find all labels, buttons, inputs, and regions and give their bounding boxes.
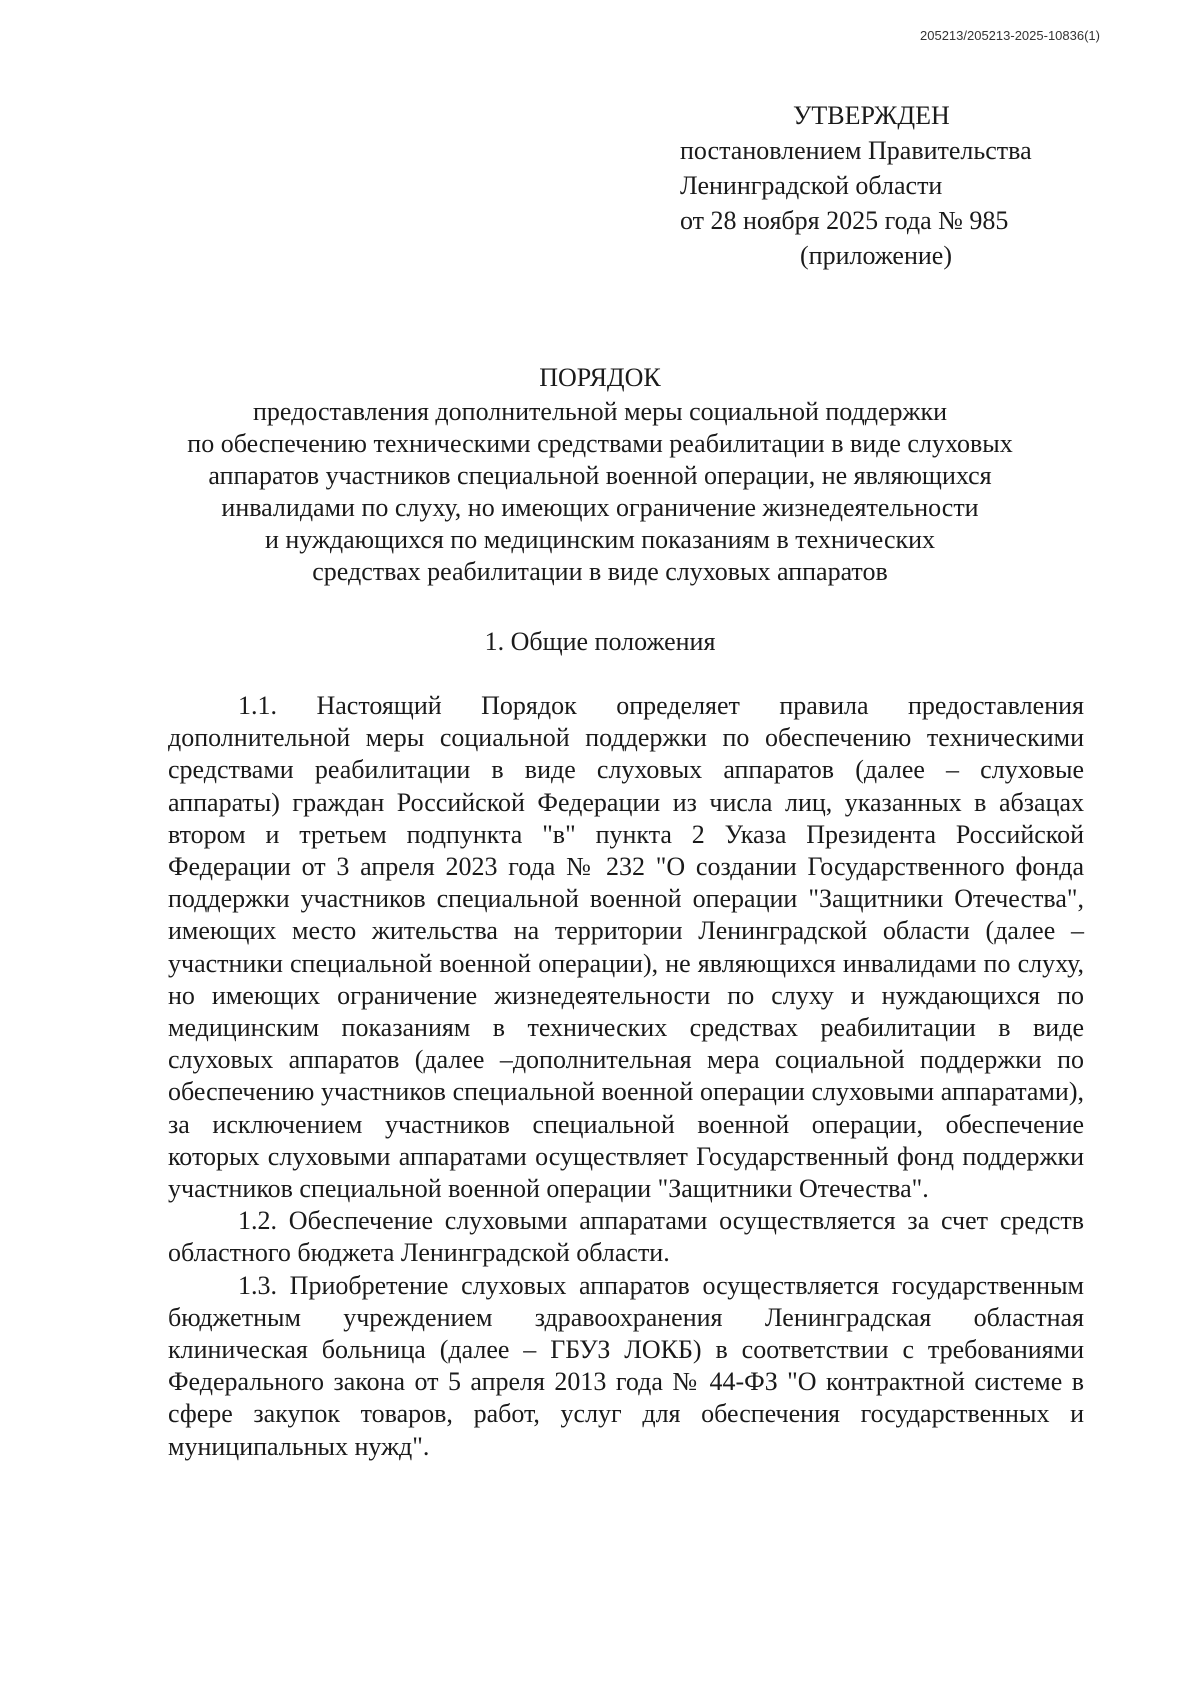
document-registration-number: 205213/205213-2025-10836(1)	[920, 28, 1100, 43]
title-line-5: и нуждающихся по медицинским показаниям в технических	[264, 525, 936, 554]
paragraph-1-3: 1.3. Приобретение слуховых аппаратов осуществляется государственным бюджетным учреждением здравоохранения Ленинградская областная клиническая больница (далее – ГБУЗ ЛОКБ) в соответствии с требованиями Федерального закона от 5 апреля 2013 года № 44-ФЗ "О контрактной системе в сфере закупок товаров, работ, услуг для обеспечения государственных и муниципальных нужд".	[168, 1270, 1084, 1461]
approval-appendix-note: (приложение)	[800, 241, 953, 270]
section-body	[168, 690, 1084, 1463]
title-line-2: по обеспечению техническими средствами реабилитации в виде слуховых	[187, 429, 1013, 458]
approval-heading: УТВЕРЖДЕН	[793, 101, 950, 130]
section-heading: 1. Общие положения	[484, 627, 716, 656]
title-line-4: инвалидами по слуху, но имеющих ограничение жизнедеятельности	[221, 493, 979, 522]
paragraph-1-1: 1.1. Настоящий Порядок определяет правила предоставления дополнительной меры социальной поддержки по обеспечению техническими средствами реабилитации в виде слуховых аппаратов (далее – слуховые аппараты) граждан Российской Федерации из числа лиц, указанных в абзацах втором и третьем подпункта "в" пункта 2 Указа Президента Российской Федерации от 3 апреля 2023 года № 232 "О создании Государственного фонда поддержки участников специальной военной операции "Защитники Отечества", имеющих место жительства на территории Ленинградской области (далее – участники специальной военной операции), не являющихся инвалидами по слуху, но имеющих ограничение жизнедеятельности по слуху и нуждающихся по медицинским показаниям в технических средствах реабилитации в виде слуховых аппаратов (далее –дополнительная мера социальной поддержки по обеспечению участников специальной военной операции слуховыми аппаратами), за исключением участников специальной военной операции, обеспечение которых слуховыми аппаратами осуществляет Государственный фонд поддержки участников специальной военной операции "Защитники Отечества".	[168, 691, 1084, 1204]
title-line-1: предоставления дополнительной меры социальной поддержки	[252, 397, 948, 426]
approval-stamp-block	[680, 98, 1100, 273]
title-line-3: аппаратов участников специальной военной операции, не являющихся	[208, 461, 992, 490]
title-line-6: средствах реабилитации в виде слуховых аппаратов	[312, 557, 888, 586]
approval-line-region: Ленинградской области	[680, 171, 943, 200]
approval-line-date: от 28 ноября 2025 года № 985	[680, 206, 1009, 235]
document-title-block	[100, 362, 1100, 588]
document-title: ПОРЯДОК	[539, 363, 661, 392]
paragraph-1-2: 1.2. Обеспечение слуховыми аппаратами осуществляется за счет средств областного бюджета Ленинградской области.	[168, 1206, 1084, 1268]
approval-line-resolution: постановлением Правительства	[680, 136, 1032, 165]
